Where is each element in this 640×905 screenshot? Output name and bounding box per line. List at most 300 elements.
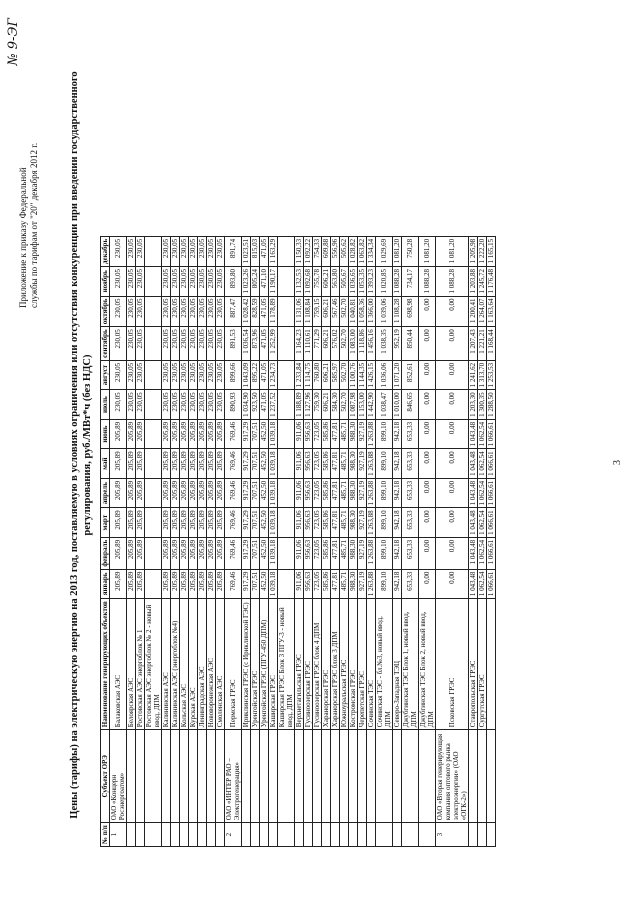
table-cell: 1 071,20 (393, 360, 402, 390)
table-header-row (101, 236, 110, 846)
table-cell: 205,89 (162, 569, 171, 599)
table-cell: 471,05 (260, 390, 269, 420)
table-cell: 850,44 (402, 327, 419, 361)
table-cell: 911,06 (295, 419, 304, 449)
table-cell: 1 188,89 (295, 390, 304, 420)
table-cell: 1 039,18 (269, 537, 278, 569)
header-cell: Наименование генерирующих объектов (101, 599, 110, 730)
table-cell: Калининская АЭС (162, 599, 171, 730)
table-cell: 230,05 (189, 267, 198, 297)
table-cell (278, 823, 295, 847)
header-cell: Субъект ОРЭ (101, 730, 110, 823)
table-cell: 750,28 (402, 236, 419, 266)
table-cell: 0,00 (436, 390, 469, 420)
table-cell: 1 118,86 (358, 327, 367, 361)
table-cell: 1 010,00 (393, 390, 402, 420)
table-cell (393, 730, 402, 823)
table-cell: 890,93 (225, 390, 242, 420)
table-cell: Каширская ГРЭС Блок 3 ПГУ-3 - новый ввод, ДПМ (278, 599, 295, 730)
table-cell: Южноуральская ГРЭС (340, 599, 349, 730)
table-cell: 0,00 (419, 360, 436, 390)
table-cell: 230,05 (127, 236, 136, 266)
table-cell: 230,05 (207, 360, 216, 390)
table-cell: 205,89 (198, 508, 207, 538)
table-row (313, 236, 322, 846)
table-cell: 205,89 (136, 419, 145, 449)
table-cell (278, 390, 295, 420)
table-cell: 477,81 (331, 419, 340, 449)
table-cell: 1 263,88 (367, 449, 376, 479)
table-cell: 205,89 (207, 419, 216, 449)
table-cell (180, 730, 189, 823)
table-cell (295, 730, 304, 823)
table-cell: 471,05 (260, 360, 269, 390)
table-cell: 1 222,20 (478, 236, 487, 266)
appendix-line-2: службы по тарифам от "20" декабря 2012 г. (29, 142, 39, 308)
table-cell: 576,02 (331, 327, 340, 361)
table-cell: 205,89 (136, 449, 145, 479)
table-cell: 1 334,34 (367, 236, 376, 266)
table-cell: 653,33 (402, 478, 419, 508)
table-cell: Кольская АЭС (180, 599, 189, 730)
header-cell: сентябрь (101, 327, 110, 361)
header-cell: май (101, 449, 110, 479)
table-cell: 205,89 (136, 537, 145, 569)
table-cell: 205,89 (189, 419, 198, 449)
table-cell: 230,05 (110, 236, 127, 266)
table-cell: 205,89 (216, 508, 225, 538)
table-cell: 723,05 (313, 478, 322, 508)
table-cell: 230,05 (207, 236, 216, 266)
table-cell (162, 730, 171, 823)
table-cell: 734,17 (402, 267, 419, 297)
table-cell (331, 730, 340, 823)
table-cell: Черепетская ГРЭС (358, 599, 367, 730)
table-cell: 1 200,41 (469, 296, 478, 327)
table-cell: 1 088,28 (393, 267, 402, 297)
table-cell: 1 066,61 (487, 569, 496, 599)
table-cell: 230,05 (136, 360, 145, 390)
table-cell: 1 313,70 (478, 360, 487, 390)
table-cell: 606,21 (322, 296, 331, 327)
table-cell (469, 730, 478, 823)
table-cell: 606,21 (322, 267, 331, 297)
table-cell: 205,89 (127, 508, 136, 538)
table-cell: 1 263,88 (367, 508, 376, 538)
table-cell: 230,05 (207, 390, 216, 420)
table-cell: 230,05 (198, 390, 207, 420)
table-cell: 230,05 (171, 390, 180, 420)
table-cell: 1 263,88 (367, 478, 376, 508)
table-cell: 205,89 (198, 449, 207, 479)
table-cell: Белоярская АЭС (127, 599, 136, 730)
table-cell: 1 066,61 (487, 508, 496, 538)
table-cell: 1 263,88 (367, 419, 376, 449)
table-cell: 1 092,22 (304, 236, 313, 266)
table-cell: 952,19 (393, 327, 402, 361)
table-cell (313, 730, 322, 823)
table-cell: 1 233,84 (295, 360, 304, 390)
table-cell: 205,89 (180, 508, 189, 538)
header-cell: апрель (101, 478, 110, 508)
table-cell: 0,00 (419, 449, 436, 479)
appendix-note (6, 18, 40, 308)
table-cell: 205,89 (180, 419, 189, 449)
table-cell: 230,05 (189, 360, 198, 390)
table-cell: 230,05 (162, 360, 171, 390)
table-cell: Уренгойская ГРЭС (ПГУ-450 ДПМ) (260, 599, 269, 730)
table-row (162, 236, 171, 846)
table-cell: 205,89 (110, 419, 127, 449)
table-cell: 230,05 (136, 327, 145, 361)
table-cell (402, 823, 419, 847)
table-cell (367, 730, 376, 823)
table-cell: ОАО «Концерн Росэнергоатом» (110, 730, 127, 823)
table-cell: 707,51 (251, 449, 260, 479)
table-cell: 1 038,35 (376, 327, 393, 361)
table-cell: 205,89 (216, 569, 225, 599)
table-cell: 1 153,00 (358, 390, 367, 420)
table-cell: 1 263,88 (367, 569, 376, 599)
table-cell (402, 730, 419, 823)
table-row (207, 236, 216, 846)
table-cell: 956,63 (304, 478, 313, 508)
table-cell: 485,71 (340, 419, 349, 449)
table-cell: 927,19 (358, 449, 367, 479)
table-cell: 230,05 (162, 390, 171, 420)
table-cell: 585,86 (322, 449, 331, 479)
table-cell: 1 062,54 (478, 537, 487, 569)
table-cell: 1 087,98 (349, 390, 358, 420)
table-cell: 988,30 (349, 508, 358, 538)
table-cell: 0,00 (436, 327, 469, 361)
table-cell: 584,30 (331, 390, 340, 420)
table-cell: 0,00 (419, 296, 436, 327)
table-cell: 1 426,15 (367, 360, 376, 390)
table-row (393, 236, 402, 846)
table-cell: 452,50 (260, 449, 269, 479)
table-cell: 698,98 (402, 296, 419, 327)
table-cell: 230,05 (171, 236, 180, 266)
table-cell: 230,05 (136, 267, 145, 297)
table-cell (207, 823, 216, 847)
table-cell: 942,18 (393, 537, 402, 569)
table-cell: 230,05 (162, 327, 171, 361)
table-cell (278, 327, 295, 361)
table-cell: 606,21 (322, 360, 331, 390)
table-cell (322, 730, 331, 823)
table-cell: 1 088,28 (419, 267, 436, 297)
table-cell: 1 300,35 (478, 390, 487, 420)
table-cell: 1 028,42 (242, 296, 251, 327)
table-cell: Ленинградская АЭС (198, 599, 207, 730)
table-cell: 0,00 (419, 390, 436, 420)
table-cell: 1 043,48 (469, 478, 478, 508)
table-cell: 956,63 (304, 508, 313, 538)
table-cell: 230,05 (180, 267, 189, 297)
table-cell (419, 823, 436, 847)
tariff-table (100, 236, 496, 847)
table-cell (278, 236, 295, 266)
table-cell: 769,46 (225, 419, 242, 449)
table-cell: 205,89 (110, 449, 127, 479)
table-cell: 0,00 (419, 419, 436, 449)
table-cell: 942,18 (393, 419, 402, 449)
table-cell (145, 267, 162, 297)
table-cell: 846,65 (402, 390, 419, 420)
table-cell: 0,00 (419, 537, 436, 569)
table-cell: 852,61 (402, 360, 419, 390)
table-cell: 1 221,21 (478, 327, 487, 361)
table-row (340, 236, 349, 846)
table-row (487, 236, 496, 846)
table-cell (487, 823, 496, 847)
table-row (242, 236, 251, 846)
table-cell: 205,89 (207, 449, 216, 479)
table-cell: Сочинская ТЭС - бл.№3, новый ввод, ДПМ (376, 599, 393, 730)
table-cell: 205,89 (216, 478, 225, 508)
table-cell: 1 165,15 (487, 236, 496, 266)
table-cell: Харанорская ГРЭС блок 3 ДПМ (331, 599, 340, 730)
table-cell: 2 (225, 823, 242, 847)
table-cell: 723,05 (313, 537, 322, 569)
table-cell: 1 366,00 (367, 296, 376, 327)
table-cell: 917,29 (242, 508, 251, 538)
table-cell (207, 730, 216, 823)
table-cell: 1 456,16 (367, 327, 376, 361)
table-cell: 1 108,28 (393, 296, 402, 327)
table-cell: 205,89 (171, 569, 180, 599)
table-cell: 0,00 (436, 449, 469, 479)
table-cell: 755,78 (313, 267, 322, 297)
table-cell: 205,89 (207, 478, 216, 508)
table-cell: 205,89 (136, 569, 145, 599)
table-cell: 653,33 (402, 449, 419, 479)
table-cell: 1 178,89 (269, 296, 278, 327)
table-cell (278, 449, 295, 479)
table-cell: 1 131,06 (295, 296, 304, 327)
table-cell: 805,24 (251, 267, 260, 297)
table-cell: Гусиноозерская ГРЭС (304, 599, 313, 730)
table-cell: 230,05 (180, 296, 189, 327)
table-cell (278, 419, 295, 449)
table-cell (127, 823, 136, 847)
table-cell (171, 823, 180, 847)
table-cell: 1 127,96 (304, 390, 313, 420)
table-cell (198, 730, 207, 823)
table-row (136, 236, 145, 846)
table-cell: 0,00 (419, 478, 436, 508)
table-cell: 1 164,23 (295, 327, 304, 361)
table-cell: Смоленская АЭС (216, 599, 225, 730)
table-cell: 1 066,61 (487, 478, 496, 508)
table-cell: 205,89 (110, 537, 127, 569)
table-cell: 230,05 (207, 267, 216, 297)
table-cell: 771,29 (313, 327, 322, 361)
table-cell (216, 730, 225, 823)
table-cell: 205,89 (180, 449, 189, 479)
appendix-line-1: Приложение к приказу Федеральной (18, 167, 28, 308)
table-cell: 988,30 (349, 449, 358, 479)
table-cell: 502,70 (340, 327, 349, 361)
table-cell: 707,51 (251, 508, 260, 538)
table-cell: 1 023,26 (242, 267, 251, 297)
table-cell: 0,00 (436, 508, 469, 538)
header-cell: июль (101, 390, 110, 420)
table-cell: Сочинская ТЭС (367, 599, 376, 730)
table-cell: 911,06 (295, 449, 304, 479)
table-cell: 707,51 (251, 537, 260, 569)
table-cell: 911,06 (295, 478, 304, 508)
table-cell: 205,89 (198, 419, 207, 449)
table-cell: 0,00 (436, 296, 469, 327)
table-cell: 230,05 (207, 296, 216, 327)
table-cell: 230,05 (216, 360, 225, 390)
table-cell: 1 253,53 (487, 360, 496, 390)
table-cell (478, 823, 487, 847)
table-cell: 1 081,20 (419, 236, 436, 266)
table-cell (469, 823, 478, 847)
table-cell: 205,89 (127, 419, 136, 449)
table-cell: 1 028,82 (349, 236, 358, 266)
table-cell: 563,80 (331, 267, 340, 297)
table-cell: 1 043,48 (469, 508, 478, 538)
table-cell: 230,05 (198, 327, 207, 361)
table-cell: 230,05 (110, 360, 127, 390)
table-cell: 759,30 (313, 390, 322, 420)
table-cell (145, 390, 162, 420)
table-cell: Северо-Западная ТЭЦ (393, 599, 402, 730)
table-cell: 891,53 (225, 327, 242, 361)
table-cell (304, 730, 313, 823)
table-cell: 0,00 (419, 327, 436, 361)
table-cell: 205,89 (171, 508, 180, 538)
table-cell: 927,19 (358, 508, 367, 538)
table-cell: 1 036,06 (376, 360, 393, 390)
table-cell: 1 029,69 (376, 236, 393, 266)
table-cell: 769,46 (225, 478, 242, 508)
table-cell: 477,81 (331, 478, 340, 508)
table-cell: ОАО «ИНТЕР РАО – Электрогенерация» (225, 730, 242, 823)
table-cell: 477,81 (331, 537, 340, 569)
table-cell: Ростовская АЭС энергоблок № 1 (136, 599, 145, 730)
table-cell (331, 823, 340, 847)
table-cell: 505,67 (340, 267, 349, 297)
table-cell: 205,89 (136, 508, 145, 538)
table-cell: 942,18 (393, 449, 402, 479)
table-cell (278, 730, 295, 823)
header-cell: декабрь (101, 236, 110, 266)
table-cell: 452,50 (260, 419, 269, 449)
table-cell: 927,19 (358, 419, 367, 449)
table-cell: 205,89 (216, 449, 225, 479)
table-cell: 205,89 (189, 449, 198, 479)
table-cell: 3 (436, 823, 469, 847)
table-cell: 895,22 (251, 360, 260, 390)
header-cell: январь (101, 569, 110, 599)
table-cell: Пермская ГРЭС (225, 599, 242, 730)
table-cell: 205,89 (162, 537, 171, 569)
table-row (251, 236, 260, 846)
table-cell: 230,05 (198, 296, 207, 327)
table-cell: 899,10 (376, 449, 393, 479)
table-cell: 1 043,48 (469, 419, 478, 449)
table-cell: 1 088,28 (436, 267, 469, 297)
table-cell: 471,05 (260, 296, 269, 327)
table-cell: 1 264,07 (478, 296, 487, 327)
table-cell: 230,05 (171, 327, 180, 361)
table-cell: 917,29 (242, 478, 251, 508)
table-cell: 1 252,99 (269, 327, 278, 361)
table-cell (304, 823, 313, 847)
page-number: 3 (612, 460, 623, 465)
table-cell: 1 062,54 (478, 419, 487, 449)
table-cell: 1 110,61 (304, 327, 313, 361)
table-cell: 1 132,53 (295, 267, 304, 297)
header-cell: февраль (101, 537, 110, 569)
table-cell: 1 062,54 (478, 569, 487, 599)
table-cell (478, 730, 487, 823)
table-cell: 927,19 (358, 537, 367, 569)
table-cell: 653,33 (402, 569, 419, 599)
table-cell: 585,86 (322, 537, 331, 569)
table-cell: 1 081,20 (393, 236, 402, 266)
table-cell: 1 039,18 (269, 508, 278, 538)
table-cell: 1 083,00 (349, 327, 358, 361)
table-cell: 230,05 (162, 236, 171, 266)
table-cell: 205,89 (162, 478, 171, 508)
table-cell: 230,05 (216, 390, 225, 420)
table-cell: 1 081,20 (436, 236, 469, 266)
table-cell: 653,33 (402, 508, 419, 538)
table-cell: 1 062,54 (478, 478, 487, 508)
table-cell: 759,15 (313, 296, 322, 327)
table-cell: 205,89 (207, 537, 216, 569)
table-cell: 230,05 (110, 267, 127, 297)
table-cell: 502,70 (340, 390, 349, 420)
table-cell: 585,86 (322, 478, 331, 508)
table-cell: 230,05 (189, 390, 198, 420)
table-cell: Гусиноозерская ГРЭС блок 4 ДПМ (313, 599, 322, 730)
table-cell: 917,29 (242, 537, 251, 569)
table-cell: 707,51 (251, 569, 260, 599)
table-cell: 899,10 (376, 537, 393, 569)
table-cell (340, 730, 349, 823)
header-cell: август (101, 360, 110, 390)
table-cell (242, 823, 251, 847)
table-cell: 723,05 (313, 569, 322, 599)
table-cell: Ириклинская ГРЭС (с Ириклинской ГЭС) (242, 599, 251, 730)
table-cell: 769,46 (225, 569, 242, 599)
table-cell: Уренгойская ГРЭС (251, 599, 260, 730)
table-cell (216, 823, 225, 847)
table-cell (358, 730, 367, 823)
table-cell: 1 036,65 (349, 267, 358, 297)
table-cell: Верхнетагильская ГРЭС (295, 599, 304, 730)
table-cell (242, 730, 251, 823)
table-row (198, 236, 207, 846)
table-cell: 205,89 (216, 419, 225, 449)
table-cell: 988,30 (349, 419, 358, 449)
table-cell (260, 730, 269, 823)
table-cell: Нововоронежская АЭС (207, 599, 216, 730)
table-cell (145, 508, 162, 538)
table-cell: Джубгинская ТЭС Блок 2, новый ввод, ДПМ (419, 599, 436, 730)
table-cell (278, 296, 295, 327)
table-cell: Балаковская АЭС (110, 599, 127, 730)
table-cell: 769,46 (225, 537, 242, 569)
table-cell: 899,10 (376, 508, 393, 538)
